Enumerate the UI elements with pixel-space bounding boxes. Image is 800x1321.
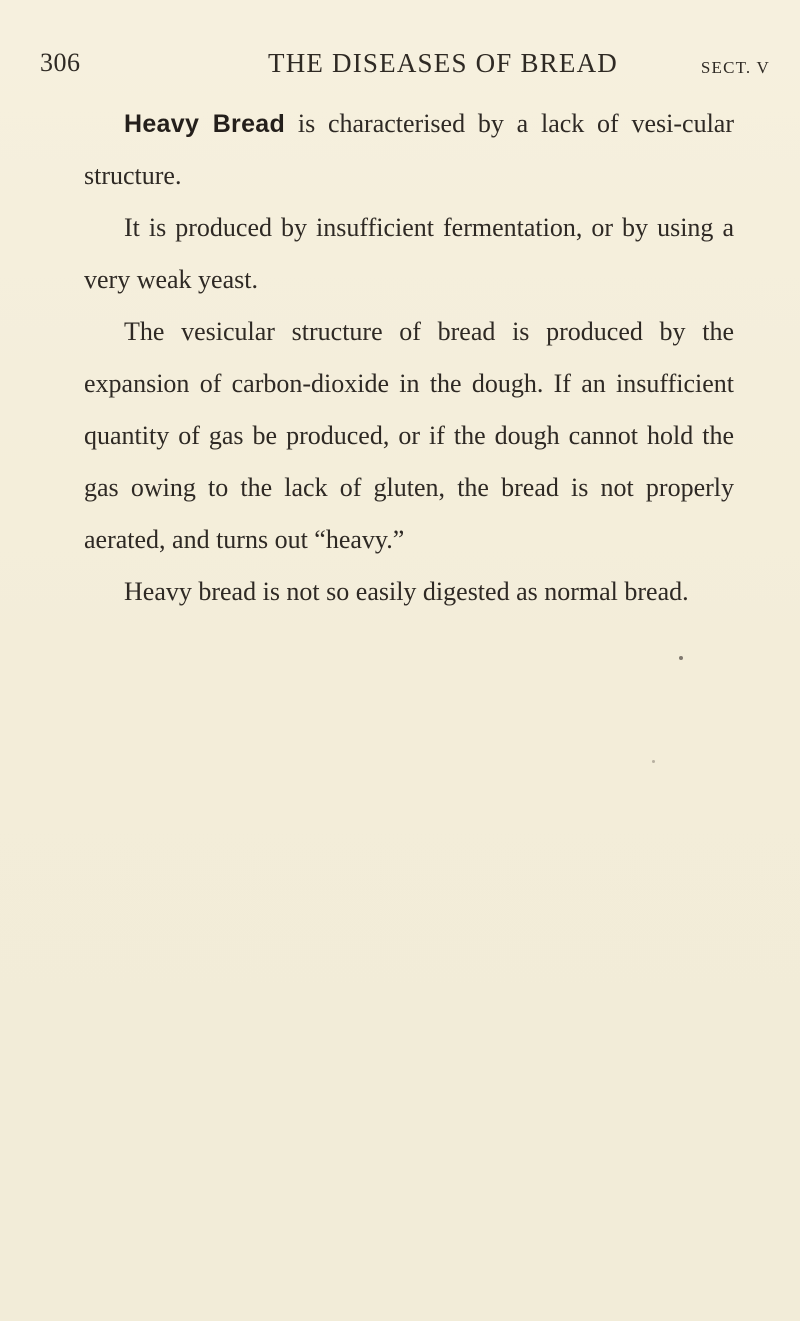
paper-speck xyxy=(652,760,655,763)
paragraph-text: is characterised by a lack of vesi-cular structure. xyxy=(84,109,734,190)
paragraph-text: It is produced by insufficient fermentation, or by using a very weak yeast. xyxy=(84,213,734,294)
paragraph-cause xyxy=(84,202,734,306)
section-label: SECT. V xyxy=(700,58,770,77)
page-number: 306 xyxy=(40,48,81,77)
running-title: THE DISEASES OF BREAD xyxy=(268,48,618,78)
paragraph-digestion xyxy=(84,566,734,618)
paragraph-text: Heavy bread is not so easily digested as normal bread. xyxy=(124,577,689,606)
paragraph-vesicular-structure xyxy=(84,306,734,566)
run-in-heading: Heavy Bread xyxy=(124,110,286,138)
body-text xyxy=(84,98,734,618)
running-head xyxy=(40,48,770,88)
paragraph-text: The vesicular structure of bread is produced by the expansion of carbon-dioxide in the dough. If an insufficient quantity of gas be produced, or if the dough cannot hold the gas owing to the lack of gluten, the bread is not properly aerated, and turns out “heavy.” xyxy=(84,317,734,554)
paper-speck xyxy=(679,656,683,660)
paragraph-heavy-bread-definition xyxy=(84,98,734,202)
